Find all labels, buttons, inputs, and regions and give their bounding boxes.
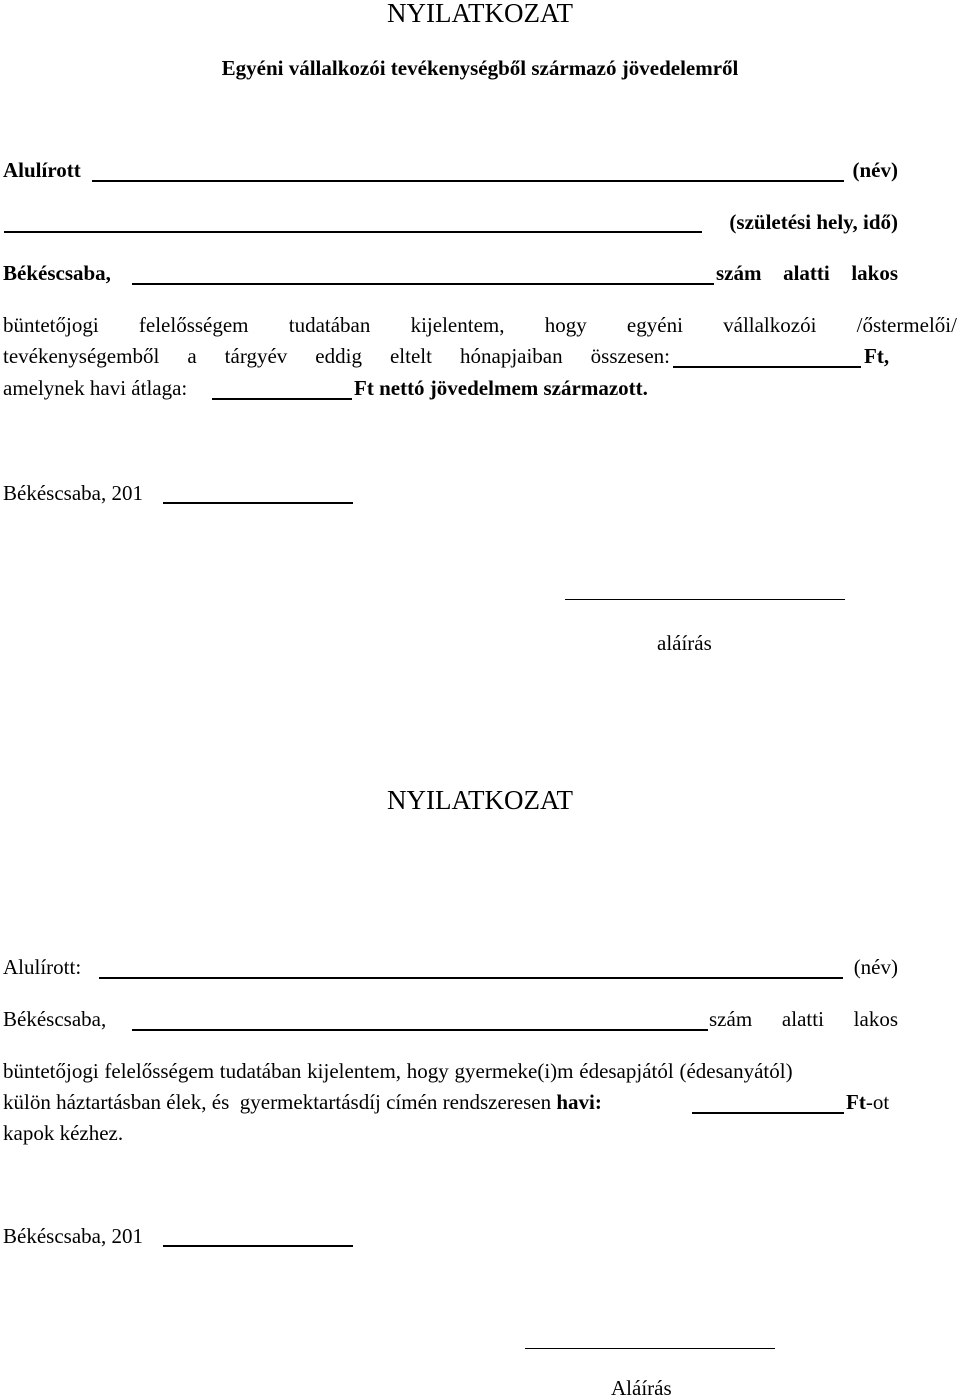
body-word: összesen: [590, 344, 670, 368]
body-text: külön háztartásban élek, és gyermektartásdíj címén rendszeresen [3, 1090, 557, 1114]
total-income-blank[interactable] [673, 366, 861, 368]
address-suffix-word: alatti [783, 261, 830, 285]
name-hint: (név) [852, 158, 898, 182]
birth-hint: (születési hely, idő) [729, 210, 898, 234]
signature-line[interactable] [525, 1348, 775, 1349]
name-hint: (név) [853, 955, 898, 979]
body-word: büntetőjogi [3, 313, 99, 337]
body-word: hónapjaiban [460, 344, 563, 368]
signature-label: Aláírás [611, 1376, 672, 1400]
address-suffix-word: lakos [853, 1007, 898, 1031]
declaration-2-body-line-3: kapok kézhez. [3, 1121, 124, 1145]
undersigned-label: Alulírott: [3, 955, 82, 979]
declaration-1-title: NYILATKOZAT [387, 0, 573, 28]
body-word: eddig [315, 344, 362, 368]
city-label: Békéscsaba, [3, 261, 111, 285]
name-blank[interactable] [99, 977, 843, 979]
body-word: eltelt [389, 344, 432, 368]
declaration-2-title: NYILATKOZAT [387, 785, 573, 815]
date-label: Békéscsaba, 201 [3, 481, 143, 505]
address-suffix-word: szám [716, 261, 762, 285]
address-suffix-word: szám [709, 1007, 753, 1031]
date-blank[interactable] [163, 502, 353, 504]
address-suffix-word: lakos [851, 261, 898, 285]
address-blank[interactable] [132, 1029, 708, 1031]
address-suffix-word: alatti [781, 1007, 824, 1031]
average-income-blank[interactable] [212, 398, 352, 400]
currency-label: Ft, [864, 344, 890, 368]
body-word: vállalkozói [723, 313, 817, 337]
signature-line[interactable] [565, 599, 845, 600]
average-label: amelynek havi átlaga: [3, 376, 188, 400]
currency-ending: -ot [865, 1090, 890, 1114]
declaration-2-body-line-1: büntetőjogi felelősségem tudatában kijelentem, hogy gyermeke(i)m édesapjától (édesanyától) [3, 1059, 793, 1083]
name-blank[interactable] [92, 180, 844, 182]
declaration-1-body-line-1 [3, 315, 957, 336]
declaration-1-body-line-2 [3, 346, 670, 367]
body-word: a [187, 344, 197, 368]
address-suffix [709, 1009, 898, 1030]
undersigned-label: Alulírott [3, 158, 81, 182]
date-label: Békéscsaba, 201 [3, 1224, 143, 1248]
date-blank[interactable] [163, 1245, 353, 1247]
child-support-blank[interactable] [692, 1112, 844, 1114]
body-word: tevékenységemből [3, 344, 160, 368]
body-word: egyéni [626, 313, 683, 337]
body-word: tárgyév [224, 344, 288, 368]
body-word: tudatában [288, 313, 371, 337]
address-suffix [716, 263, 898, 284]
currency-label: Ft [846, 1090, 866, 1114]
signature-label: aláírás [657, 631, 712, 655]
birth-blank[interactable] [4, 231, 702, 233]
declaration-1-subtitle: Egyéni vállalkozói tevékenységből származó jövedelemről [221, 56, 739, 80]
declaration-2-body-line-2 [3, 1092, 602, 1113]
body-word: hogy [544, 313, 587, 337]
monthly-label: havi: [556, 1090, 602, 1114]
body-word: /őstermelői/ [856, 313, 957, 337]
net-income-text: Ft nettó jövedelmem származott. [354, 376, 648, 400]
address-blank[interactable] [132, 283, 714, 285]
currency-suffix [846, 1092, 889, 1113]
city-label: Békéscsaba, [3, 1007, 107, 1031]
body-word: kijelentem, [410, 313, 505, 337]
body-word: felelősségem [138, 313, 249, 337]
